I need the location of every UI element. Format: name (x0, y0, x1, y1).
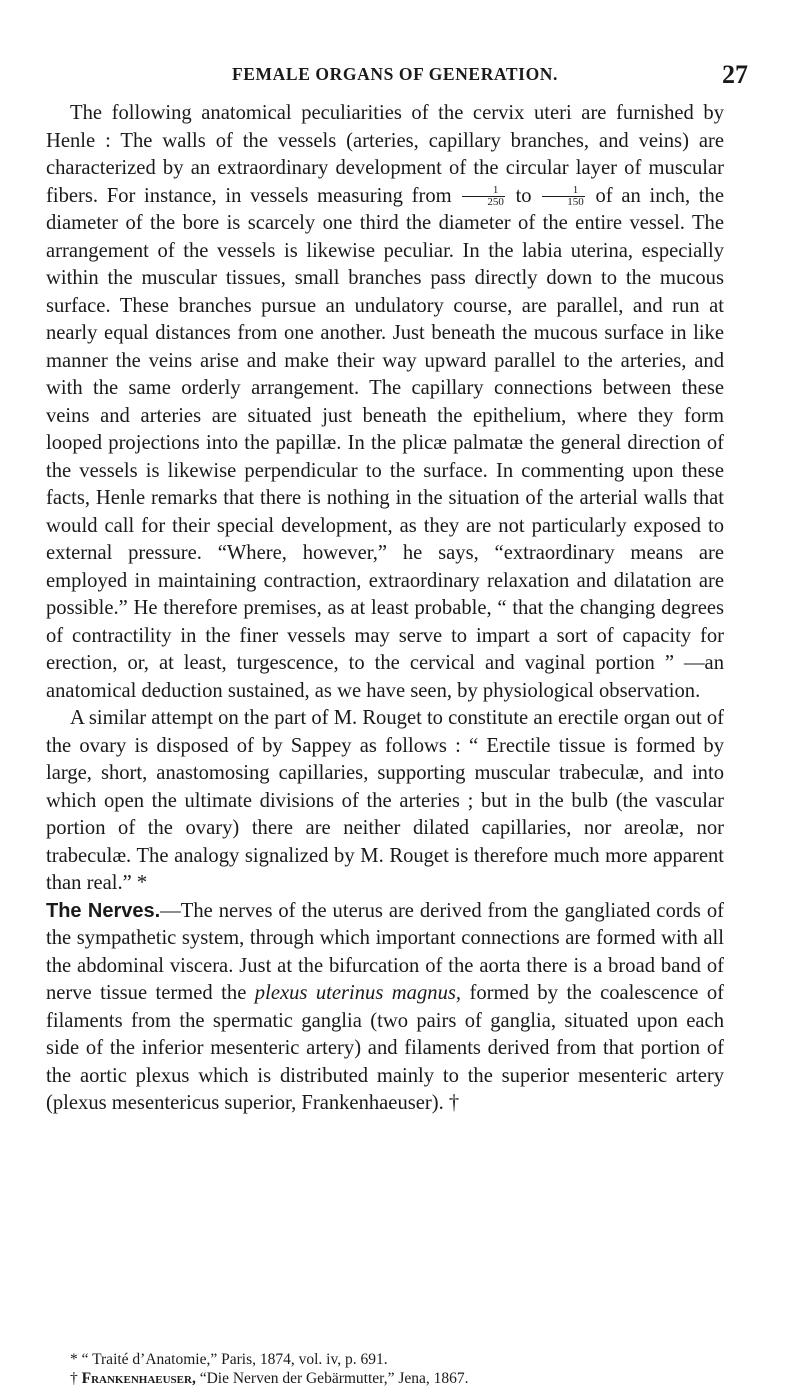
page-number: 27 (722, 60, 748, 89)
paragraph-3-text-a: —The nerves of the uterus are derived from the gangliated cords of the sympathetic system, through which important connections are formed with all the abdominal viscera. Just at the bifurcation of the aorta there is a broad band of nerve tissue termed the (46, 899, 724, 1004)
fraction-connector: to (515, 184, 532, 207)
fraction-one-250 (462, 185, 505, 208)
fraction-one-150 (542, 185, 585, 208)
fraction-numerator: 1 (462, 185, 505, 197)
footnote-2-mark: † (70, 1370, 82, 1387)
page-header (60, 60, 748, 94)
paragraph-rouget-ovary: A similar attempt on the part of M. Rouget to constitute an erectile organ out of the ovary is disposed of by Sappey as follows : “ Erectile tissue is formed by large, short, anastomosing capillaries, supporting muscular trabeculæ, and into which open the ultimate divisions of the arteries ; but in the bulb (the vascular portion of the ovary) there are neither dilated capillaries, nor areolæ, nor trabeculæ. The analogy signalized by M. Rouget is therefore much more apparent than real.” * (46, 707, 724, 894)
footnote-2-author: Frankenhaeuser, (81, 1370, 196, 1387)
body-text (46, 100, 724, 1118)
footnote-2 (70, 1369, 730, 1388)
paragraph-nerves (46, 898, 724, 1118)
fraction-denominator: 250 (487, 196, 504, 209)
paragraph-3-text-b: formed by the coalescence of filaments from the spermatic ganglia (two pairs of ganglia, situated upon each side of the inferior mesenteric artery) and filaments derived from that portion of the aortic plexus which is distributed mainly to the superior mesenteric artery (plexus mesentericus superior, Frankenhaeuser). † (46, 982, 724, 1114)
paragraph-1-text-b: of an inch, the diameter of the bore is scarcely one third the diameter of the entire vessel. The arrangement of the vessels is likewise peculiar. In the labia uterina, especially within the muscular tissues, small branches pass directly down to the mucous surface. These branches pursue an undulatory course, are parallel, and run at nearly equal distances from one another. Just beneath the mucous surface in like manner the veins arise and make their way upward parallel to the arteries, and with the same orderly arrangement. The capillary connections between these veins and arteries are situated just beneath the epithelium, where they form looped projections into the papillæ. In the plicæ palmatæ the general direction of the vessels is likewise perpendicular to the surface. In commenting upon these facts, Henle remarks that there is nothing in the situation of the arterial walls that would call for their special development, as they are not particularly exposed to external pressure. “Where, however,” he says, “extraordinary means are employed in maintaining contraction, extraordinary relaxation and dilatation are possible.” He therefore premises, as at least probable, “ that the changing degrees of contractility in the finer vessels may serve to impart a sort of capacity for erection, or, at least, turgescence, to the cervical and vaginal portion ” —an anatomical deduction sustained, as we have seen, by physiological observation. (46, 184, 724, 702)
footnote-2-citation: “Die Nerven der Gebärmutter,” Jena, 1867. (195, 1370, 469, 1387)
paragraph-1-text-a: The following anatomical peculiarities of the cervix uteri are furnished by Henle : The walls of the vessels (arteries, capillary branches, and veins) are characterized by an extraordinary development of the circular layer of muscular fibers. For instance, in vessels measuring from (46, 102, 724, 207)
italic-term-plexus: plexus uterinus magnus, (254, 982, 462, 1004)
paragraph-cervix-vessels (46, 100, 724, 705)
running-title: FEMALE ORGANS OF GENERATION. (232, 64, 558, 84)
footnote-1: * “ Traité d’Anatomie,” Paris, 1874, vol. iv, p. 691. (70, 1351, 388, 1368)
fraction-numerator: 1 (542, 185, 585, 197)
section-heading-nerves: The Nerves. (46, 899, 161, 922)
footnotes (70, 1350, 730, 1388)
fraction-denominator: 150 (567, 196, 584, 209)
